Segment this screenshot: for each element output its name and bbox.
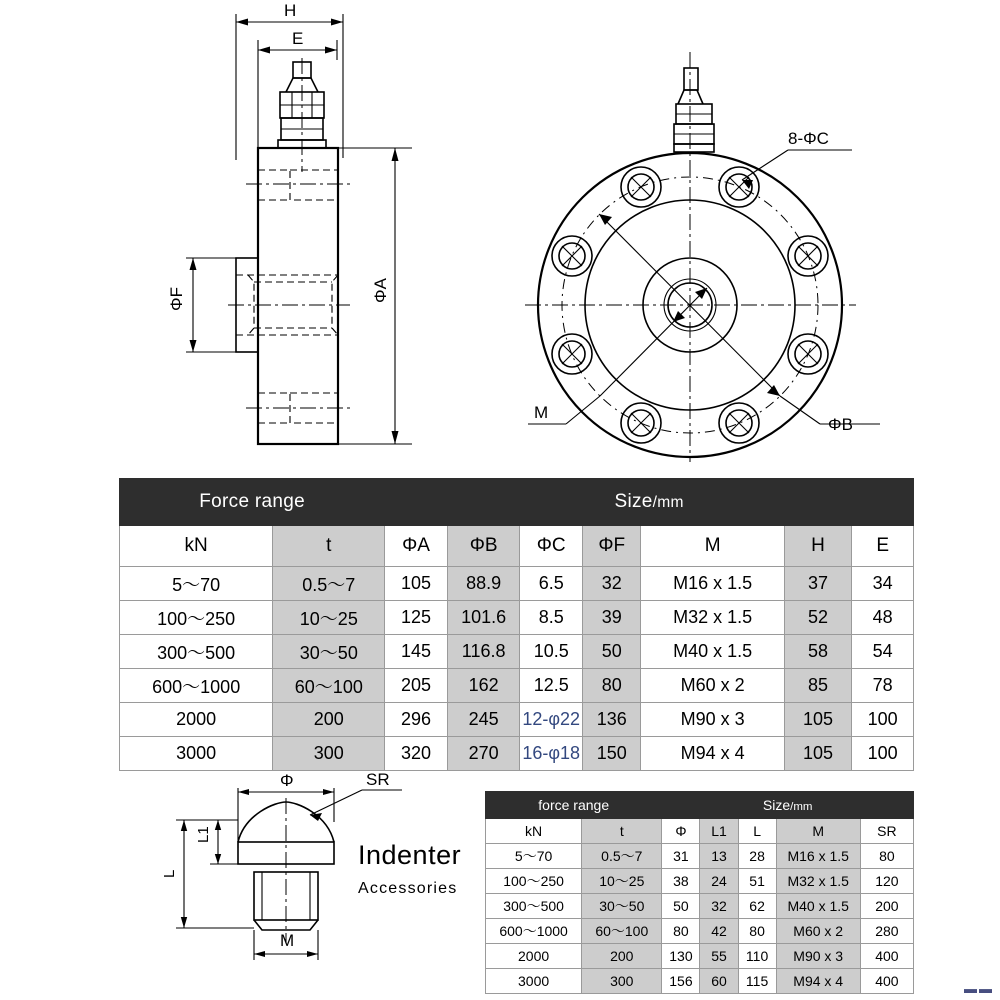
cell-t: 200: [273, 703, 385, 737]
table-row: [120, 567, 914, 601]
cell-L: 110: [738, 944, 776, 969]
cell-kN: 300～500: [120, 635, 273, 669]
cell-L: 51: [738, 869, 776, 894]
dim-label-SR: SR: [366, 770, 390, 789]
cell-SR: 400: [860, 969, 913, 994]
table-column-header-row: [486, 819, 914, 844]
table-row: [486, 969, 914, 994]
table-group-header-row: [486, 792, 914, 819]
cell-M: M90 x 3: [641, 703, 784, 737]
dim-label-Phi: Φ: [280, 771, 294, 790]
cell-M: M60 x 2: [776, 919, 860, 944]
cell-t: 10～25: [273, 601, 385, 635]
cell-kN: 5～70: [120, 567, 273, 601]
cell-PhiC: 6.5: [520, 567, 583, 601]
group-header-size-units: /mm: [652, 494, 684, 511]
group-header-size-label: Size: [762, 797, 791, 813]
cell-PhiA: 296: [385, 703, 448, 737]
watermark-fragment: ▬▬: [964, 981, 994, 996]
cell-M: M60 x 2: [641, 669, 784, 703]
accessory-spec-table: [485, 791, 914, 994]
cell-L1: 60: [700, 969, 738, 994]
table-row: [120, 669, 914, 703]
cell-PhiB: 162: [447, 669, 520, 703]
cell-Phi: 130: [662, 944, 700, 969]
cell-kN: 2000: [120, 703, 273, 737]
cell-PhiC: 12-φ22: [520, 703, 583, 737]
cell-SR: 400: [860, 944, 913, 969]
cell-t: 10～25: [582, 869, 662, 894]
group-header-size-units: /mm: [790, 801, 813, 813]
cell-kN: 3000: [486, 969, 582, 994]
cell-PhiC: 12.5: [520, 669, 583, 703]
table-row: [486, 844, 914, 869]
col-header-kN: kN: [486, 819, 582, 844]
cell-M: M40 x 1.5: [641, 635, 784, 669]
cell-kN: 300～500: [486, 894, 582, 919]
cell-PhiB: 101.6: [447, 601, 520, 635]
group-header-size: [385, 479, 914, 526]
main-spec-table: [119, 478, 914, 771]
cell-t: 300: [273, 737, 385, 771]
cell-t: 300: [582, 969, 662, 994]
cell-PhiF: 150: [582, 737, 641, 771]
cell-t: 60～100: [582, 919, 662, 944]
col-header-Phi: Φ: [662, 819, 700, 844]
cell-L: 115: [738, 969, 776, 994]
cell-M: M16 x 1.5: [641, 567, 784, 601]
cell-M: M94 x 4: [641, 737, 784, 771]
cell-kN: 600～1000: [120, 669, 273, 703]
cell-M: M16 x 1.5: [776, 844, 860, 869]
cell-kN: 3000: [120, 737, 273, 771]
cell-L1: 42: [700, 919, 738, 944]
cell-kN: 600～1000: [486, 919, 582, 944]
cell-t: 30～50: [273, 635, 385, 669]
cell-kN: 2000: [486, 944, 582, 969]
col-header-t: t: [273, 526, 385, 567]
cell-E: 34: [852, 567, 914, 601]
cell-t: 200: [582, 944, 662, 969]
cell-E: 78: [852, 669, 914, 703]
cell-H: 105: [784, 703, 852, 737]
indenter-subtitle: Accessories: [358, 880, 458, 897]
cell-PhiA: 105: [385, 567, 448, 601]
cell-t: 60～100: [273, 669, 385, 703]
cell-Phi: 38: [662, 869, 700, 894]
col-header-t: t: [582, 819, 662, 844]
cell-Phi: 80: [662, 919, 700, 944]
cell-E: 48: [852, 601, 914, 635]
col-header-H: H: [784, 526, 852, 567]
col-header-E: E: [852, 526, 914, 567]
table-row: [486, 894, 914, 919]
group-header-force-range: Force range: [120, 479, 385, 526]
cell-PhiF: 80: [582, 669, 641, 703]
cell-PhiF: 136: [582, 703, 641, 737]
cell-PhiB: 270: [447, 737, 520, 771]
cell-PhiC: 8.5: [520, 601, 583, 635]
table-group-header-row: [120, 479, 914, 526]
cell-M: M90 x 3: [776, 944, 860, 969]
cell-PhiA: 145: [385, 635, 448, 669]
cell-M: M32 x 1.5: [641, 601, 784, 635]
cell-E: 54: [852, 635, 914, 669]
cell-PhiF: 39: [582, 601, 641, 635]
cell-PhiB: 116.8: [447, 635, 520, 669]
cell-Phi: 156: [662, 969, 700, 994]
cell-H: 105: [784, 737, 852, 771]
col-header-M: M: [776, 819, 860, 844]
table-column-header-row: [120, 526, 914, 567]
col-header-PhiA: ΦA: [385, 526, 448, 567]
group-header-force-range: force range: [486, 792, 662, 819]
cell-PhiB: 88.9: [447, 567, 520, 601]
cell-PhiA: 320: [385, 737, 448, 771]
load-cell-side-view: [167, 1, 412, 444]
cell-kN: 100～250: [486, 869, 582, 894]
dim-label-PhiA: ΦA: [371, 278, 390, 303]
cell-SR: 200: [860, 894, 913, 919]
dim-label-E: E: [292, 29, 304, 48]
cell-M: M32 x 1.5: [776, 869, 860, 894]
cell-SR: 80: [860, 844, 913, 869]
cell-PhiB: 245: [447, 703, 520, 737]
cell-M: M40 x 1.5: [776, 894, 860, 919]
indenter-title: Indenter: [358, 840, 462, 870]
cell-Phi: 31: [662, 844, 700, 869]
cell-t: 30～50: [582, 894, 662, 919]
cell-Phi: 50: [662, 894, 700, 919]
table-row: [486, 944, 914, 969]
col-header-L1: L1: [700, 819, 738, 844]
callout-M: M: [534, 403, 549, 422]
callout-8-PhiC: 8-ΦC: [788, 129, 829, 148]
col-header-PhiF: ΦF: [582, 526, 641, 567]
cell-L1: 13: [700, 844, 738, 869]
cell-H: 58: [784, 635, 852, 669]
cell-t: 0.5～7: [273, 567, 385, 601]
table-row: [120, 737, 914, 771]
col-header-kN: kN: [120, 526, 273, 567]
cell-SR: 280: [860, 919, 913, 944]
cell-kN: 100～250: [120, 601, 273, 635]
cell-t: 0.5～7: [582, 844, 662, 869]
dim-label-H: H: [284, 1, 297, 20]
technical-drawings-top: [0, 0, 1000, 470]
cell-L1: 24: [700, 869, 738, 894]
dim-label-PhiF: ΦF: [167, 287, 186, 311]
col-header-PhiB: ΦB: [447, 526, 520, 567]
cell-L: 80: [738, 919, 776, 944]
col-header-M: M: [641, 526, 784, 567]
cell-SR: 120: [860, 869, 913, 894]
col-header-PhiC: ΦC: [520, 526, 583, 567]
col-header-SR: SR: [860, 819, 913, 844]
cell-PhiF: 50: [582, 635, 641, 669]
table-row: [120, 601, 914, 635]
cell-M: M94 x 4: [776, 969, 860, 994]
col-header-L: L: [738, 819, 776, 844]
cell-PhiA: 205: [385, 669, 448, 703]
cell-PhiC: 10.5: [520, 635, 583, 669]
table-row: [486, 869, 914, 894]
cell-kN: 5～70: [486, 844, 582, 869]
cell-PhiC: 16-φ18: [520, 737, 583, 771]
group-header-size: [662, 792, 914, 819]
cell-H: 52: [784, 601, 852, 635]
cell-H: 37: [784, 567, 852, 601]
callout-PhiB: ΦB: [828, 415, 853, 434]
cell-E: 100: [852, 737, 914, 771]
cell-L: 62: [738, 894, 776, 919]
dim-label-L1: L1: [195, 826, 212, 843]
cell-PhiA: 125: [385, 601, 448, 635]
cell-H: 85: [784, 669, 852, 703]
cell-L1: 55: [700, 944, 738, 969]
load-cell-front-view: [525, 52, 880, 462]
cell-L1: 32: [700, 894, 738, 919]
cell-PhiF: 32: [582, 567, 641, 601]
table-row: [120, 635, 914, 669]
dim-label-M: M: [280, 931, 295, 950]
cell-E: 100: [852, 703, 914, 737]
group-header-size-label: Size: [614, 491, 653, 512]
table-row: [120, 703, 914, 737]
table-row: [486, 919, 914, 944]
dim-label-L: L: [161, 869, 178, 878]
cell-L: 28: [738, 844, 776, 869]
